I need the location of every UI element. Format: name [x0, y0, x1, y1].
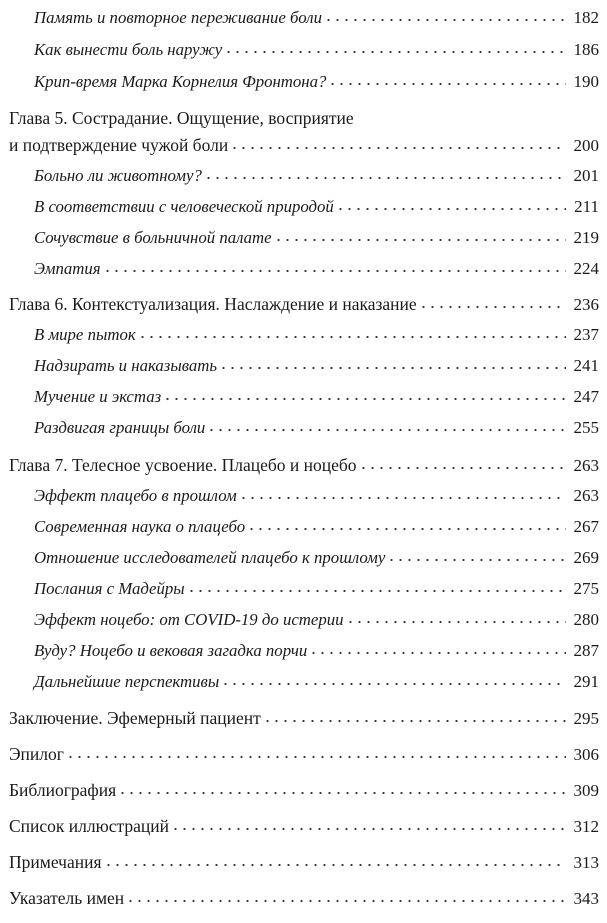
dot-leader: [207, 428, 566, 432]
toc-entry-page: 236: [573, 295, 599, 314]
toc-entry-title: В мире пыток: [34, 325, 136, 344]
toc-entry-page: 190: [573, 72, 599, 91]
toc-entry-chapter: [0, 290, 607, 316]
toc-entry-chapter: [0, 451, 607, 477]
toc-entry-title: Дальнейшие перспективы: [34, 672, 220, 691]
dot-leader: [219, 366, 566, 370]
toc-entry-title: и подтверждение чужой боли: [9, 135, 229, 155]
toc-entry: [0, 161, 607, 187]
toc-entry-title: Современная наука о плацебо: [34, 517, 246, 536]
dot-leader: [239, 496, 566, 500]
dot-leader: [324, 18, 566, 22]
toc-entry-title: Указатель имен: [9, 888, 125, 908]
dot-leader: [187, 589, 566, 593]
toc-entry-title: Библиография: [9, 780, 117, 800]
toc-entry-title: Эпилог: [9, 744, 64, 764]
toc-entry-page: 291: [573, 672, 599, 691]
toc-entry-title: Крип-время Марка Корнелия Фронтона?: [34, 72, 327, 91]
dot-leader: [118, 791, 566, 795]
dot-leader: [66, 755, 566, 759]
toc-entry-title: Раздвигая границы боли: [34, 418, 206, 437]
dot-leader: [224, 50, 566, 54]
toc-entry-page: 269: [573, 548, 599, 567]
toc-entry-page: 263: [573, 456, 599, 475]
dot-leader: [309, 651, 566, 655]
toc-entry-title: Отношение исследователей плацебо к прошлому: [34, 548, 386, 567]
toc-entry-page: 201: [573, 166, 599, 185]
toc-entry-page: 295: [573, 709, 599, 728]
toc-entry: [0, 481, 607, 507]
toc-entry: [0, 605, 607, 631]
toc-entry: [0, 512, 607, 538]
toc-entry: [0, 574, 607, 600]
toc-entry-title: Надзирать и наказывать: [34, 356, 218, 375]
dot-leader: [387, 558, 566, 562]
toc-entry-title: Эффект ноцебо: от COVID-19 до истерии: [34, 610, 344, 629]
toc-entry-page: 306: [573, 745, 599, 764]
toc-entry: [0, 636, 607, 662]
dot-leader: [263, 719, 566, 723]
toc-entry: [0, 192, 607, 218]
toc-entry-chapter: [0, 812, 607, 838]
toc-entry-title: Глава 6. Контекстуализация. Наслаждение и наказание: [9, 294, 417, 314]
dot-leader: [204, 176, 566, 180]
toc-entry-chapter: [0, 848, 607, 874]
dot-leader: [230, 146, 566, 150]
toc-entry-title: Заключение. Эфемерный пациент: [9, 708, 261, 728]
chapter-5-title-line1: Глава 5. Сострадание. Ощущение, восприятие: [9, 108, 354, 128]
toc-entry-title: Глава 7. Телесное усвоение. Плацебо и ноцебо: [9, 455, 357, 475]
toc-entry-page: 211: [574, 197, 599, 216]
toc-entry-chapter: [0, 131, 607, 157]
toc-entry-page: 237: [573, 325, 599, 344]
toc-entry-title: В соответствии с человеческой природой: [34, 197, 334, 216]
toc-entry-title: Примечания: [9, 852, 102, 872]
toc-entry: [0, 413, 607, 439]
toc-entry-page: 182: [573, 8, 599, 27]
dot-leader: [171, 827, 566, 831]
toc-entry: [0, 35, 607, 61]
toc-entry: [0, 382, 607, 408]
dot-leader: [274, 238, 566, 242]
toc-entry: [0, 254, 607, 280]
dot-leader: [138, 335, 566, 339]
toc-entry: [0, 667, 607, 693]
toc-entry-page: 313: [573, 853, 599, 872]
toc-entry-page: 312: [573, 817, 599, 836]
toc-entry-chapter: [0, 740, 607, 766]
toc-entry-chapter: [0, 884, 607, 910]
toc-entry-page: 267: [573, 517, 599, 536]
toc-entry: [0, 320, 607, 346]
toc-entry: [0, 223, 607, 249]
toc-entry: [0, 3, 607, 29]
toc-entry-title: Эмпатия: [34, 259, 101, 278]
toc-entry-page: 287: [573, 641, 599, 660]
toc-entry-title: Мучение и экстаз: [34, 387, 162, 406]
toc-entry: [0, 543, 607, 569]
toc-entry-title: Как вынести боль наружу: [34, 40, 223, 59]
toc-entry-page: 255: [573, 418, 599, 437]
toc-entry-page: 224: [573, 259, 599, 278]
dot-leader: [221, 682, 566, 686]
toc-entry-title: Эффект плацебо в прошлом: [34, 486, 237, 505]
toc-entry-page: 343: [573, 889, 599, 908]
dot-leader: [346, 620, 566, 624]
toc-entry-page: 247: [573, 387, 599, 406]
dot-leader: [104, 863, 566, 867]
dot-leader: [328, 82, 566, 86]
toc-entry: [0, 351, 607, 377]
dot-leader: [126, 899, 566, 903]
toc-entry-chapter: [0, 704, 607, 730]
toc-entry-title: Больно ли животному?: [34, 166, 202, 185]
toc-entry-title: Послания с Мадейры: [34, 579, 185, 598]
dot-leader: [359, 466, 566, 470]
toc-entry-title: Вуду? Ноцебо и вековая загадка порчи: [34, 641, 308, 660]
dot-leader: [247, 527, 566, 531]
toc-entry-page: 219: [573, 228, 599, 247]
toc-entry: [0, 67, 607, 93]
toc-entry-page: 200: [573, 136, 599, 155]
toc-entry-chapter: [0, 776, 607, 802]
toc-entry-title: Список иллюстраций: [9, 816, 169, 836]
toc-entry-page: 275: [573, 579, 599, 598]
toc-entry-page: 280: [573, 610, 599, 629]
dot-leader: [103, 269, 566, 273]
dot-leader: [163, 397, 566, 401]
toc-entry-title: Сочувствие в больничной палате: [34, 228, 272, 247]
toc-entry-page: 263: [573, 486, 599, 505]
toc-entry-page: 241: [573, 356, 599, 375]
toc-entry-page: 186: [573, 40, 599, 59]
dot-leader: [336, 207, 566, 211]
toc-entry-title: Память и повторное переживание боли: [34, 8, 322, 27]
dot-leader: [419, 305, 566, 309]
toc-entry-page: 309: [573, 781, 599, 800]
